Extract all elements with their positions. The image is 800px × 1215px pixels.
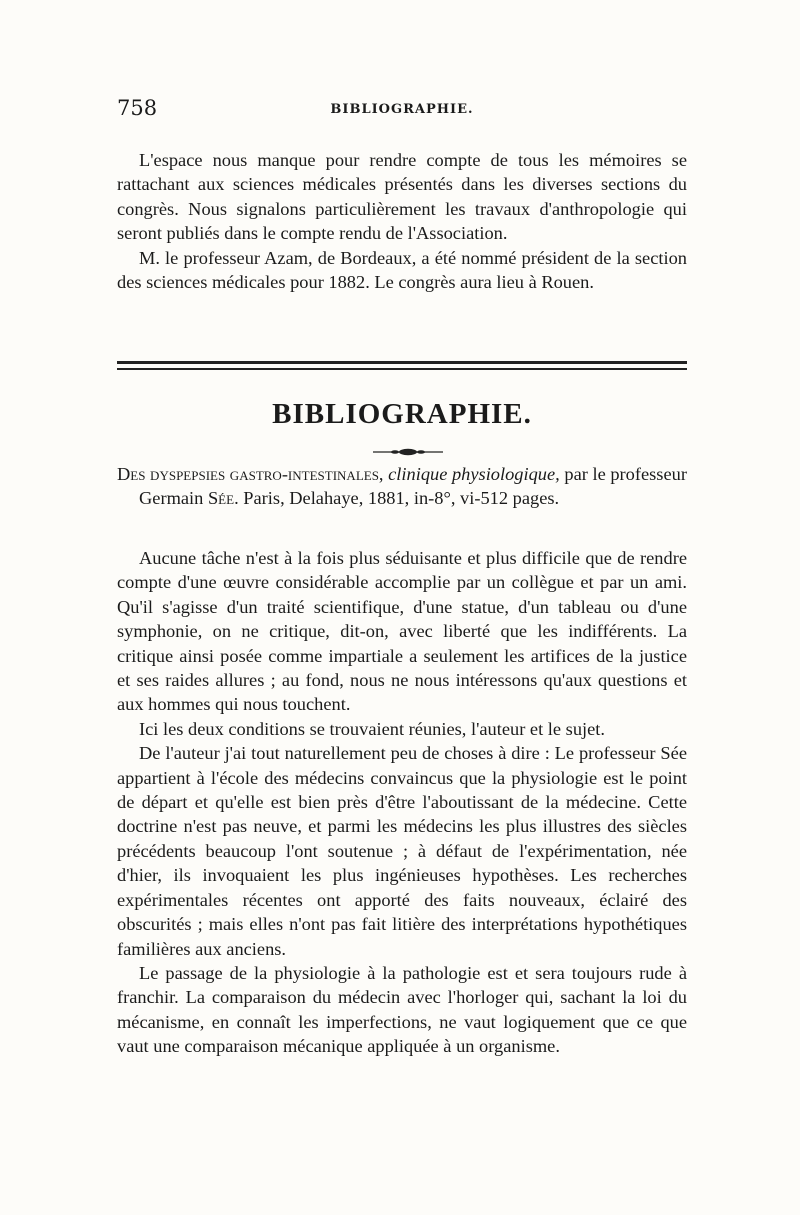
entry-author-name: Sée. [207, 488, 239, 509]
entry-subtitle: clinique physiologique, [388, 464, 560, 484]
entry-publication: Paris, Delahaye, 1881, in-8°, vi-512 pages. [243, 488, 560, 509]
review-paragraph: De l'auteur j'ai tout naturellement peu de choses à dire : Le professeur Sée appartient à l'école des médecins convaincus que la physiologie est le point de départ et qu'elle est bien près d'être l'aboutissant de la médecine. Cette doctrine n'est pas neuve, et parmi les médecins les plus illustres des siècles précédents beaucoup l'ont soutenue ; à défaut de l'expérimentation, née d'hier, ils invoquaient les plus ingénieuses hypothèses. Les recherches expérimentales récentes ont apporté des faits nouveaux, éclairé des obscurités ; mais elles n'ont pas fait litière des interprétations hypothétiques familières aux anciens. [117, 743, 687, 959]
section-title: BIBLIOGRAPHIE. [272, 398, 532, 430]
intro-text [117, 148, 687, 294]
intro-paragraph: L'espace nous manque pour rendre compte de tous les mémoires se rattachant aux sciences médicales présentés dans les diverses sections du congrès. Nous signalons particulièrement les travaux d'anthropologie qui seront publiés dans le compte rendu de l'Association. [117, 150, 687, 244]
review-paragraph: Aucune tâche n'est à la fois plus séduisante et plus difficile que de rendre compte d'une œuvre considérable accomplie par un collègue et par un ami. Qu'il s'agisse d'un traité scientifique, d'une statue, d'un tableau ou d'une symphonie, on ne critique, dit-on, avec liberté que les indifférents. La critique ainsi posée comme impartiale a seulement les artifices de la justice et ses raides allures ; au fond, nous ne nous intéressons qu'aux questions et aux hommes qui nous touchent. [117, 548, 687, 715]
review-paragraph: Le passage de la physiologie à la pathologie est et sera toujours rude à franchir. La comparaison du médecin avec l'horloger qui, sachant la loi du mécanisme, en connaît les imperfections, ne vaut logiquement que ce que vaut une comparaison mécanique appliquée à un organisme. [117, 962, 687, 1057]
bibliography-entry [117, 462, 687, 511]
review-paragraph: Ici les deux conditions se trouvaient réunies, l'auteur et le sujet. [139, 718, 606, 739]
double-rule-divider [117, 361, 687, 370]
entry-title: Des dyspepsies gastro-intestinales, [117, 464, 384, 484]
intro-paragraph: M. le professeur Azam, de Bordeaux, a été nommé président de la section des sciences médicales pour 1882. Le congrès aura lieu à Rouen. [117, 247, 687, 293]
running-head [117, 96, 687, 124]
running-title: BIBLIOGRAPHIE. [330, 102, 474, 117]
entry-author-prefix: par le professeur Germain [139, 464, 687, 509]
ornament-divider [373, 447, 443, 457]
review-text [117, 546, 687, 1059]
page-number: 758 [117, 96, 158, 120]
